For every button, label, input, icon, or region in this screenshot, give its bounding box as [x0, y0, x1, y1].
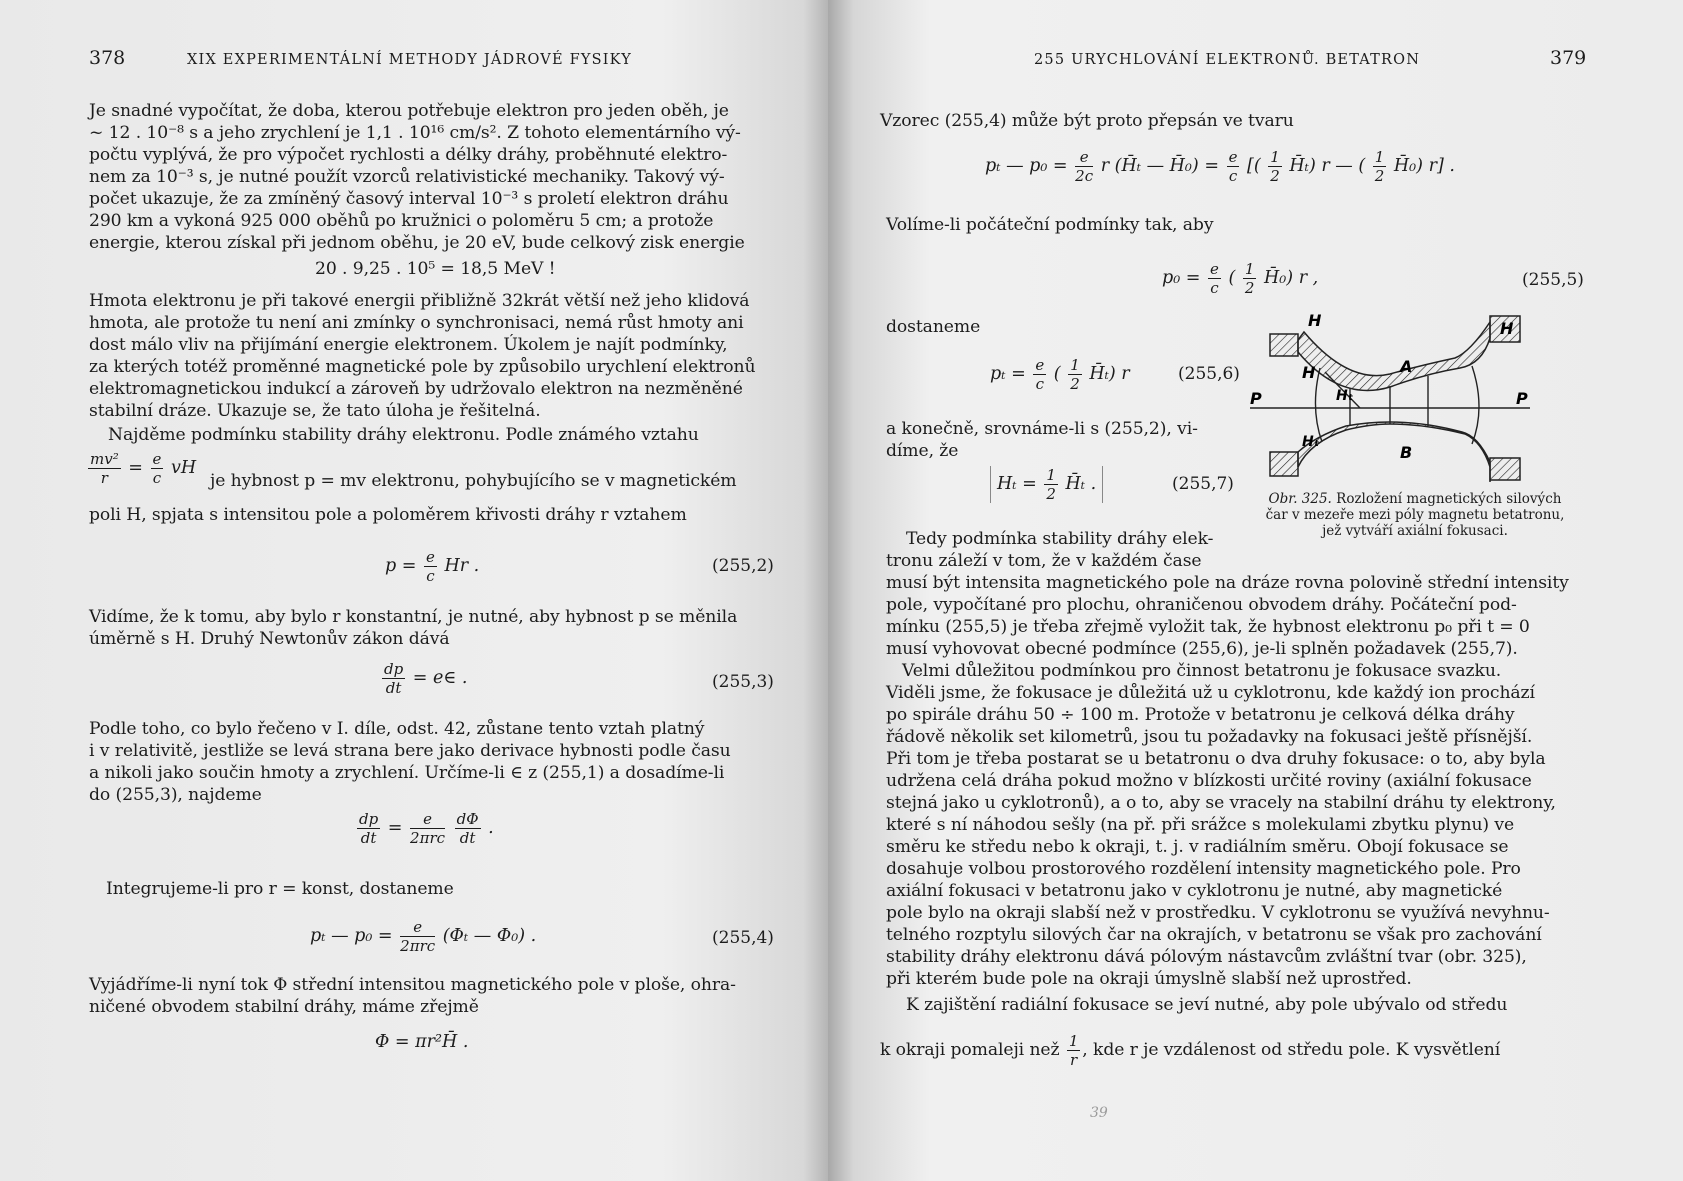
equation-motion: $\frac{\text{mv²}}{r}$ = $\frac{e}{c}$ vH — [90, 450, 197, 487]
text-line: díme, že — [886, 441, 959, 461]
text-line: Je snadné vypočítat, že doba, kterou potřebuje elektron pro jeden oběh, je — [89, 101, 729, 121]
label-h: H — [1308, 312, 1322, 330]
text-line: elektromagnetickou indukcí a zároveň by udržovalo elektron na nezměněné — [89, 379, 743, 399]
text-line: udržena celá dráha pokud možno v blízkosti určité roviny (axiální fokusace — [886, 771, 1532, 791]
equation-255-7: Hₜ = $\frac{1}{2}$ H̄ₜ . — [990, 466, 1103, 503]
equation-255-3: $\frac{dp}{dt}$ = e∈ . — [384, 660, 468, 697]
text-line: po spirále dráhu 50 ÷ 100 m. Protože v betatronu je celková délka dráhy — [886, 705, 1515, 725]
text-line: 290 km a vykoná 925 000 oběhů po kružnici o poloměru 5 cm; a protože — [89, 211, 714, 231]
page-number: 378 — [89, 47, 126, 69]
text-line: stabilní dráze. Ukazuje se, že tato úloha je řešitelná. — [89, 401, 541, 421]
text-line: Integrujeme-li pro r = konst, dostaneme — [106, 879, 454, 899]
text-line: počet ukazuje, že za zmíněný časový interval 10⁻³ s proletí elektron dráhu — [89, 189, 729, 209]
text-line: nem za 10⁻³ s, je nutné použít vzorců relativistické mechaniky. Takový vý- — [89, 167, 725, 187]
text-line: stejná jako u cyklotronů), a o to, aby se vracely na stabilní dráhu ty elektrony, — [886, 793, 1556, 813]
text-line: Vyjádříme-li nyní tok Φ střední intensitou magnetického pole v ploše, ohra- — [89, 975, 736, 995]
equation-number: (255,3) — [712, 672, 774, 692]
text-line: dost málo vliv na přijímání energie elektronem. Úkolem je najít podmínky, — [89, 335, 728, 355]
equation-dp-dt: $\frac{dp}{dt}$ = $\frac{e}{\text{2πrc}}$ $\frac{d\Phi}{dt}$ . — [359, 810, 494, 847]
text-line: i v relativitě, jestliže se levá strana bere jako derivace hybnosti podle času — [89, 741, 731, 761]
label-ht: Hₜ — [1336, 388, 1354, 404]
equation-255-6: pₜ = $\frac{e}{c}$ ( $\frac{1}{2}$ H̄ₜ) r — [990, 356, 1130, 393]
equation-number: (255,6) — [1178, 364, 1240, 384]
equation-number: (255,2) — [712, 556, 774, 576]
equation-flux: Φ = πr²H̄ . — [375, 1032, 469, 1052]
text-line: musí být intensita magnetického pole na dráze rovna polovině střední intensity — [886, 573, 1569, 593]
equation-rewritten: pₜ — p₀ = $\frac{e}{2c}$ r (H̄ₜ — H̄₀) = $\frac{e}{c}$ [( $\frac{1}{2}$ H̄ₜ) r — ( $\frac{1}{2}$ H̄₀) r] . — [985, 148, 1455, 185]
text-line: řádově několik set kilometrů, jsou tu požadavky na fokusaci ještě přísnější. — [886, 727, 1533, 747]
field-line — [1472, 366, 1479, 444]
text-line: do (255,3), najdeme — [89, 785, 262, 805]
text-line: Hmota elektronu je při takové energii přibližně 32krát větší než jeho klidová — [89, 291, 750, 311]
text-line: Vidíme, že k tomu, aby bylo r konstantní, je nutné, aby hybnost p se měnila — [89, 607, 738, 627]
text-line: Podle toho, co bylo řečeno v I. díle, odst. 42, zůstane tento vztah platný — [89, 719, 705, 739]
field-line — [1315, 368, 1322, 442]
label-h: H — [1302, 363, 1316, 382]
label-a: A — [1400, 357, 1413, 376]
text-line: pole bylo na okraji slabší než v prostředku. V cyklotronu se využívá nevyhnu- — [886, 903, 1550, 923]
text-line: hmota, ale protože tu není ani zmínky o synchronisaci, nemá růst hmoty ani — [89, 313, 744, 333]
pencil-mark: 39 — [1090, 1105, 1108, 1121]
text-line: k okraji pomaleji než $\frac{1}{r}$ , kde r je vzdálenost od středu pole. K vysvětlení — [880, 1032, 1501, 1069]
label-p: P — [1250, 389, 1262, 408]
equation-255-5: p₀ = $\frac{e}{c}$ ( $\frac{1}{2}$ H̄₀) r , — [1162, 260, 1319, 297]
figure-caption: Obr. 325. Rozložení magnetických silových čar v mezeře mezi póly magnetu betatronu, jež vytváří axiální fokusaci. — [1265, 491, 1565, 539]
running-header: XIX EXPERIMENTÁLNÍ METHODY JÁDROVÉ FYSIKY — [187, 52, 633, 68]
text-line: počtu vyplývá, že pro výpočet rychlosti a délky dráhy, proběhnuté elektro- — [89, 145, 728, 165]
text-line: K zajištění radiální fokusace se jeví nutné, aby pole ubývalo od středu — [906, 995, 1508, 1015]
text-line: Viděli jsme, že fokusace je důležitá už u cyklotronu, kde každý ion prochází — [886, 683, 1535, 703]
text-line: které s ní náhodou sešly (na př. při srážce s molekulami zbytku plynu) ve — [886, 815, 1515, 835]
text-line: za kterých totéž proměnné magnetické pole by způsobilo urychlení elektronů — [89, 357, 756, 377]
left-page — [0, 0, 828, 1181]
text-line: energie, kterou získal při jednom oběhu, je 20 eV, bude celkový zisk energie — [89, 233, 745, 253]
text-line: ničené obvodem stabilní dráhy, máme zřejmě — [89, 997, 479, 1017]
label-b: B — [1400, 443, 1413, 462]
text-line: a nikoli jako součin hmoty a zrychlení. Určíme-li ∈ z (255,1) a dosadíme-li — [89, 763, 725, 783]
text-line: směru ke středu nebo k okraji, t. j. v radiálním směru. Obojí fokusace se — [886, 837, 1509, 857]
label-ht: Hₜ — [1302, 434, 1320, 450]
text-line: je hybnost p = mv elektronu, pohybujícího se v magnetickém — [210, 471, 737, 491]
label-h: H — [1500, 319, 1514, 338]
text-line: úměrně s H. Druhý Newtonův zákon dává — [89, 629, 450, 649]
equation-number: (255,4) — [712, 928, 774, 948]
text-line: Volíme-li počáteční podmínky tak, aby — [886, 215, 1214, 235]
lower-pole-piece — [1298, 422, 1490, 482]
text-line: ~ 12 . 10⁻⁸ s a jeho zrychlení je 1,1 . 10¹⁶ cm/s². Z tohoto elementárního vý- — [89, 123, 741, 143]
text-line: Při tom je třeba postarat se u betatronu o dva druhy fokusace: o to, aby byla — [886, 749, 1546, 769]
lower-right-block — [1490, 458, 1520, 480]
text-line: pole, vypočítané pro plochu, ohraničenou obvodem dráhy. Počáteční pod- — [886, 595, 1517, 615]
text-line: při kterém bude pole na okraji úmyslně slabší než uprostřed. — [886, 969, 1412, 989]
equation-255-2: p = $\frac{e}{c}$ Hr . — [385, 548, 480, 585]
equation-255-4: pₜ — p₀ = $\frac{e}{\text{2πrc}}$ (Φₜ — Φ₀) . — [310, 918, 537, 955]
equation-number: (255,5) — [1522, 270, 1584, 290]
text-line: Tedy podmínka stability dráhy elek- — [906, 529, 1214, 549]
page-number: 379 — [1550, 47, 1587, 69]
text-line: dostaneme — [886, 317, 981, 337]
text-line: 20 . 9,25 . 10⁵ = 18,5 MeV ! — [315, 259, 556, 279]
lower-left-block — [1270, 452, 1298, 476]
text-line: telného rozptylu silových čar na okrajích, v betatronu se však pro zachování — [886, 925, 1542, 945]
text-line: Najděme podmínku stability dráhy elektronu. Podle známého vztahu — [108, 425, 699, 445]
betatron-pole-gap-figure — [1250, 312, 1530, 502]
text-line: stability dráhy elektronu dává pólovým nástavcům zvláštní tvar (obr. 325), — [886, 947, 1527, 967]
text-line: dosahuje volbou prostorového rozdělení intensity magnetického pole. Pro — [886, 859, 1521, 879]
text-line: mínku (255,5) je třeba zřejmě vyložit tak, že hybnost elektronu p₀ při t = 0 — [886, 617, 1530, 637]
equation-number: (255,7) — [1172, 474, 1234, 494]
upper-left-block — [1270, 334, 1298, 356]
upper-pole-piece — [1298, 322, 1490, 390]
text-line: Velmi důležitou podmínkou pro činnost betatronu je fokusace svazku. — [902, 661, 1502, 681]
running-header: 255 URYCHLOVÁNÍ ELEKTRONŮ. BETATRON — [1034, 52, 1421, 68]
text-line: musí vyhovovat obecné podmínce (255,6), je-li splněn požadavek (255,7). — [886, 639, 1518, 659]
text-line: poli H, spjata s intensitou pole a poloměrem křivosti dráhy r vztahem — [89, 505, 687, 525]
text-line: a konečně, srovnáme-li s (255,2), vi- — [886, 419, 1198, 439]
text-line: axiální fokusaci v betatronu jako v cyklotronu je nutné, aby magnetické — [886, 881, 1503, 901]
text-line: tronu záleží v tom, že v každém čase — [886, 551, 1202, 571]
text-line: Vzorec (255,4) může být proto přepsán ve tvaru — [880, 111, 1294, 131]
label-p: P — [1516, 389, 1528, 408]
